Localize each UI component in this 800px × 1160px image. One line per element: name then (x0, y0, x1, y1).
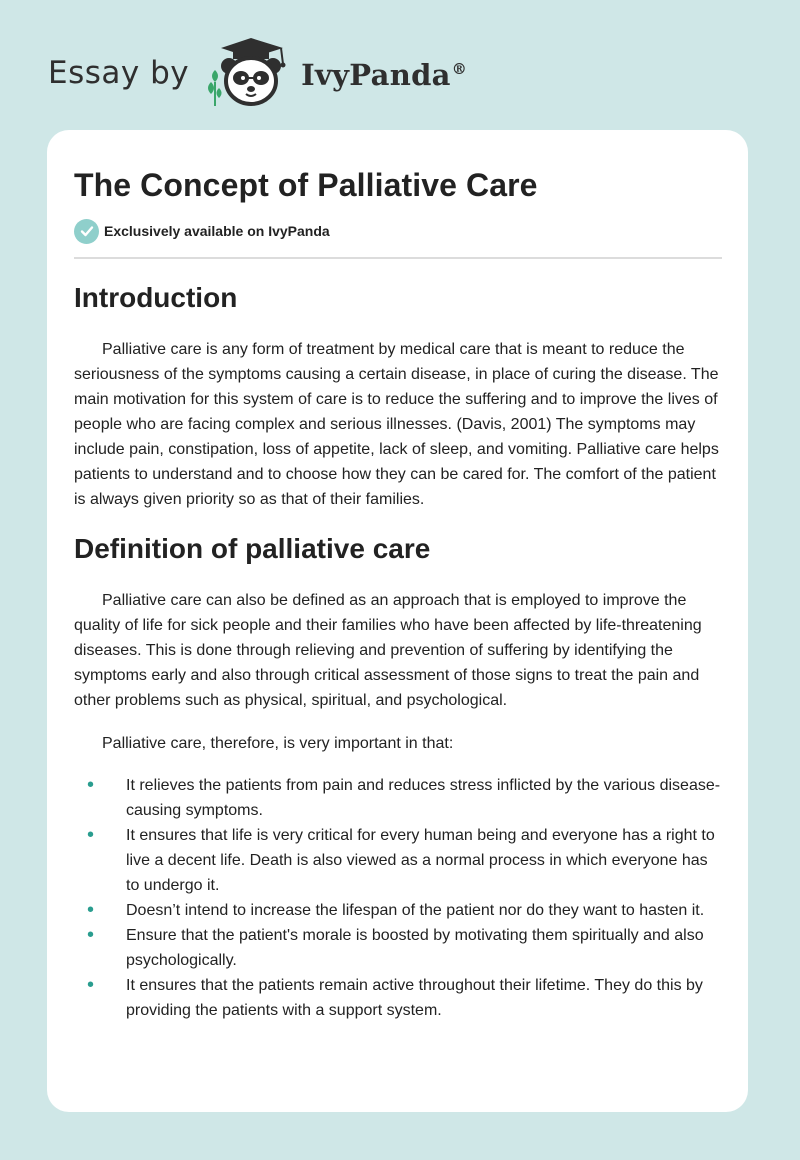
importance-list (74, 773, 722, 1023)
brand-header (48, 36, 467, 110)
bullet-dot-icon: • (87, 824, 95, 846)
exclusive-label: Exclusively available on IvyPanda (104, 223, 330, 239)
check-circle-icon (74, 219, 99, 244)
list-item: • It relieves the patients from pain and reduces stress inflicted by the various disease-causing symptoms. (87, 774, 721, 819)
ivypanda-logo[interactable] (203, 36, 295, 110)
essay-by-label: Essay by (48, 55, 190, 91)
exclusive-badge (74, 218, 722, 244)
essay-card (47, 130, 748, 1112)
list-item: • Ensure that the patient's morale is boosted by motivating them spiritually and also psychologically. (87, 924, 704, 969)
panda-graduation-cap-logo-icon (203, 36, 295, 110)
section-heading-definition: Definition of palliative care (74, 533, 431, 564)
importance-lead-paragraph: Palliative care, therefore, is very important in that: (102, 735, 454, 752)
bullet-dot-icon: • (87, 899, 95, 921)
bullet-dot-icon: • (87, 774, 95, 796)
bullet-dot-icon: • (87, 974, 95, 996)
essay-title: The Concept of Palliative Care (74, 167, 538, 203)
list-item: • Doesn’t intend to increase the lifespan of the patient nor do they want to hasten it. (87, 899, 705, 921)
ivypanda-wordmark[interactable]: IvyPanda® (301, 58, 468, 92)
bullet-dot-icon: • (87, 924, 95, 946)
list-item: • It ensures that the patients remain active throughout their lifetime. They do this by providing the patients with a support system. (87, 974, 703, 1019)
registered-mark: ® (451, 60, 468, 79)
list-item: • It ensures that life is very critical for every human being and everyone has a right to live a decent life. Death is also viewed as a normal process in which everyone has to undergo it. (87, 824, 715, 894)
ivy-leaf-icon (208, 70, 222, 106)
title-divider (74, 257, 722, 259)
definition-paragraph: Palliative care can also be defined as an approach that is employed to improve the quality of life for sick people and their families who have been affected by life-threatening diseases. This is done through relieving and prevention of suffering by identifying the symptoms early and also through critical assessment of those signs to treat the pain and other problems such as physical, spiritual, and psychological. (74, 592, 702, 709)
section-heading-introduction: Introduction (74, 282, 238, 313)
intro-paragraph: Palliative care is any form of treatment by medical care that is meant to reduce the seriousness of the symptoms causing a certain disease, in place of curing the disease. The main motivation for this system of care is to reduce the suffering and to improve the lives of people who are facing complex and serious illnesses. (Davis, 2001) The symptoms may include pain, constipation, loss of appetite, lack of sleep, and vomiting. Palliative care helps patients to understand and to choose how they can be cared for. The comfort of the patient is always given priority so as that of their families. (74, 341, 719, 508)
